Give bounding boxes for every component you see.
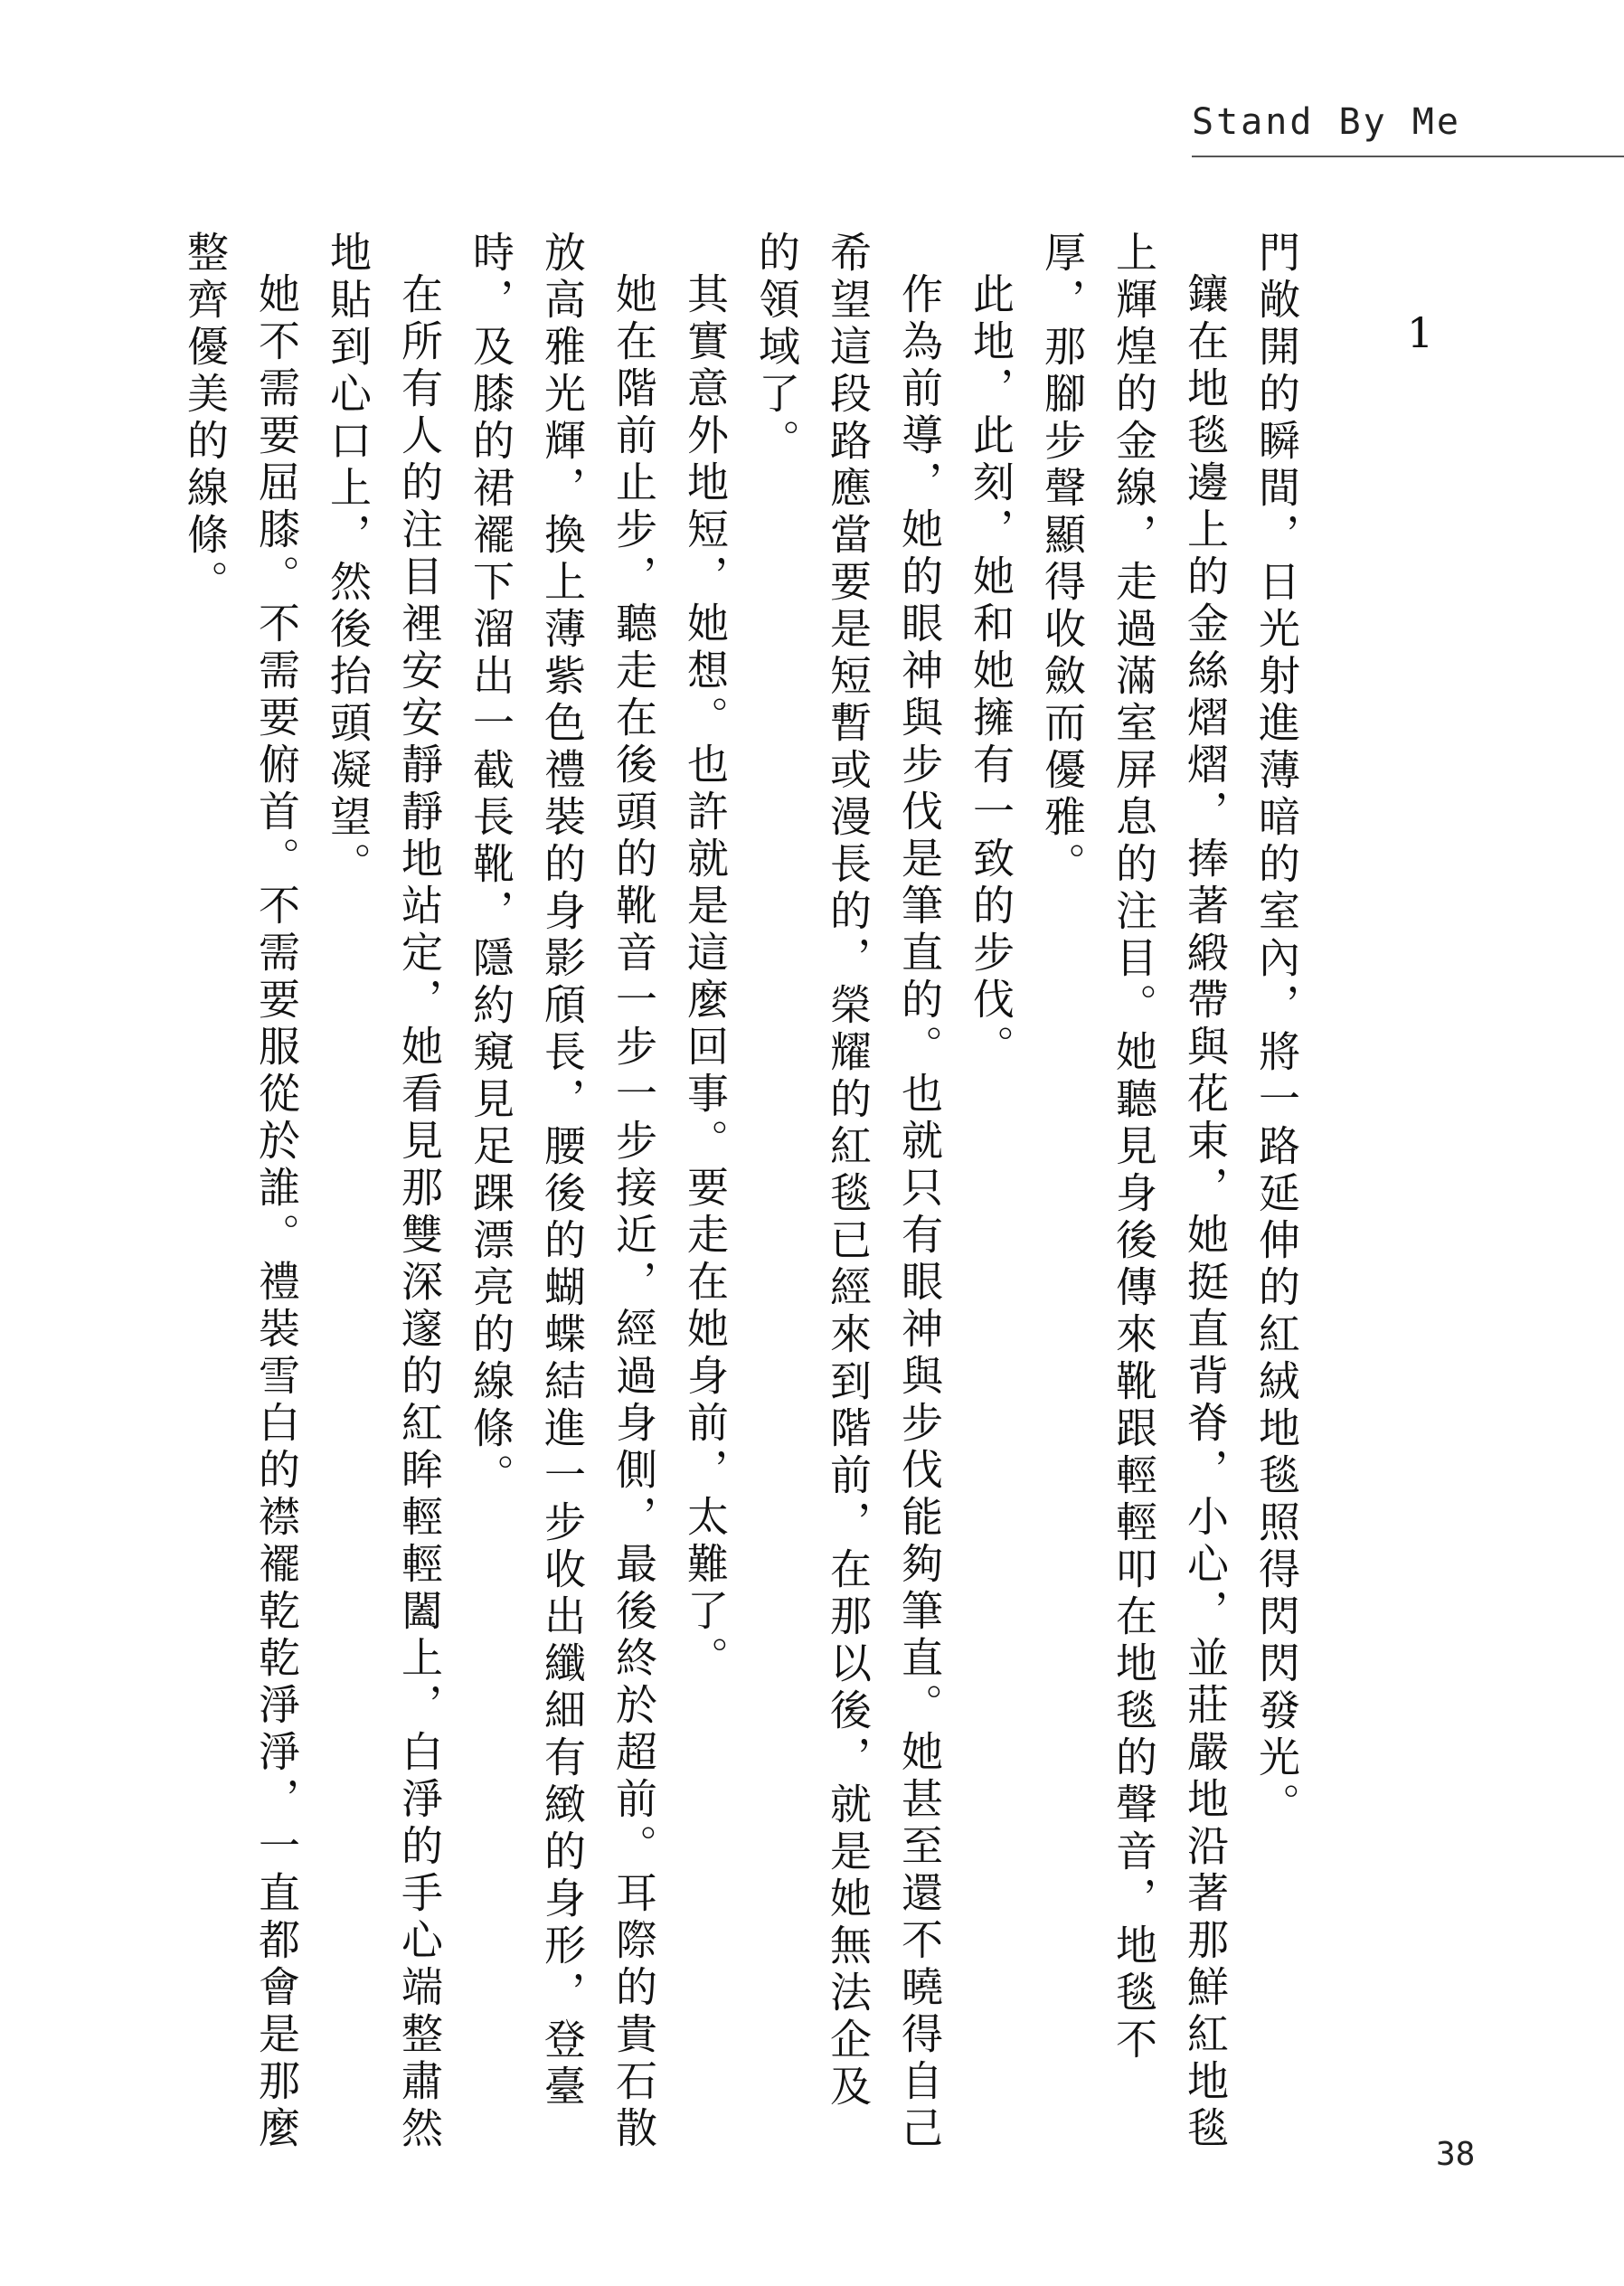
paragraph: 鑲在地毯邊上的金絲熠熠，捧著緞帶與花束，她挺直背脊，小心，並莊嚴地沿著那鮮紅地毯上輝煌的金線，走過滿室屏息的注目。她聽見身後傳來靴跟輕輕叩在地毯的聲音，地毯不厚，那腳步聲顯得收斂而優雅。 <box>1038 231 1230 2153</box>
paragraph: 她不需要屈膝。不需要俯首。不需要服從於誰。禮裝雪白的襟襬乾乾淨淨，一直都會是那麼整齊優美的線條。 <box>181 231 301 2153</box>
paragraph: 作為前導，她的眼神與步伐是筆直的。也就只有眼神與步伐能夠筆直。她甚至還不曉得自己希望這段路應當要是短暫或漫長的，榮耀的紅毯已經來到階前，在那以後，就是她無法企及的領域了。 <box>752 231 944 2153</box>
paragraph: 在所有人的注目裡安安靜靜地站定，她看見那雙深邃的紅眸輕輕闔上，白淨的手心端整肅然地貼到心口上，然後抬頭凝望。 <box>324 231 444 2153</box>
paragraph: 此地，此刻，她和她擁有一致的步伐。 <box>967 272 1015 1072</box>
running-header-title: Stand By Me <box>1192 101 1461 143</box>
paragraph: 其實意外地短，她想。也許就是這麼回事。要走在她身前，太難了。 <box>681 272 730 1683</box>
body-text <box>169 231 1312 2157</box>
paragraph: 門敞開的瞬間，日光射進薄暗的室內，將一路延伸的紅絨地毯照得閃閃發光。 <box>1252 231 1301 1829</box>
paragraph: 她在階前止步，聽走在後頭的靴音一步一步接近，經過身側，最後終於超前。耳際的貴石散放高雅光輝，換上薄紫色禮裝的身影頎長，腰後的蝴蝶結進一步收出纖細有緻的身形，登臺時，及膝的裙襬下溜出一截長靴，隱約窺見足踝漂亮的線條。 <box>467 231 658 2153</box>
chapter-number: 1 <box>1407 308 1434 357</box>
header-rule <box>1192 156 1624 157</box>
page-number: 38 <box>1436 2136 1476 2173</box>
